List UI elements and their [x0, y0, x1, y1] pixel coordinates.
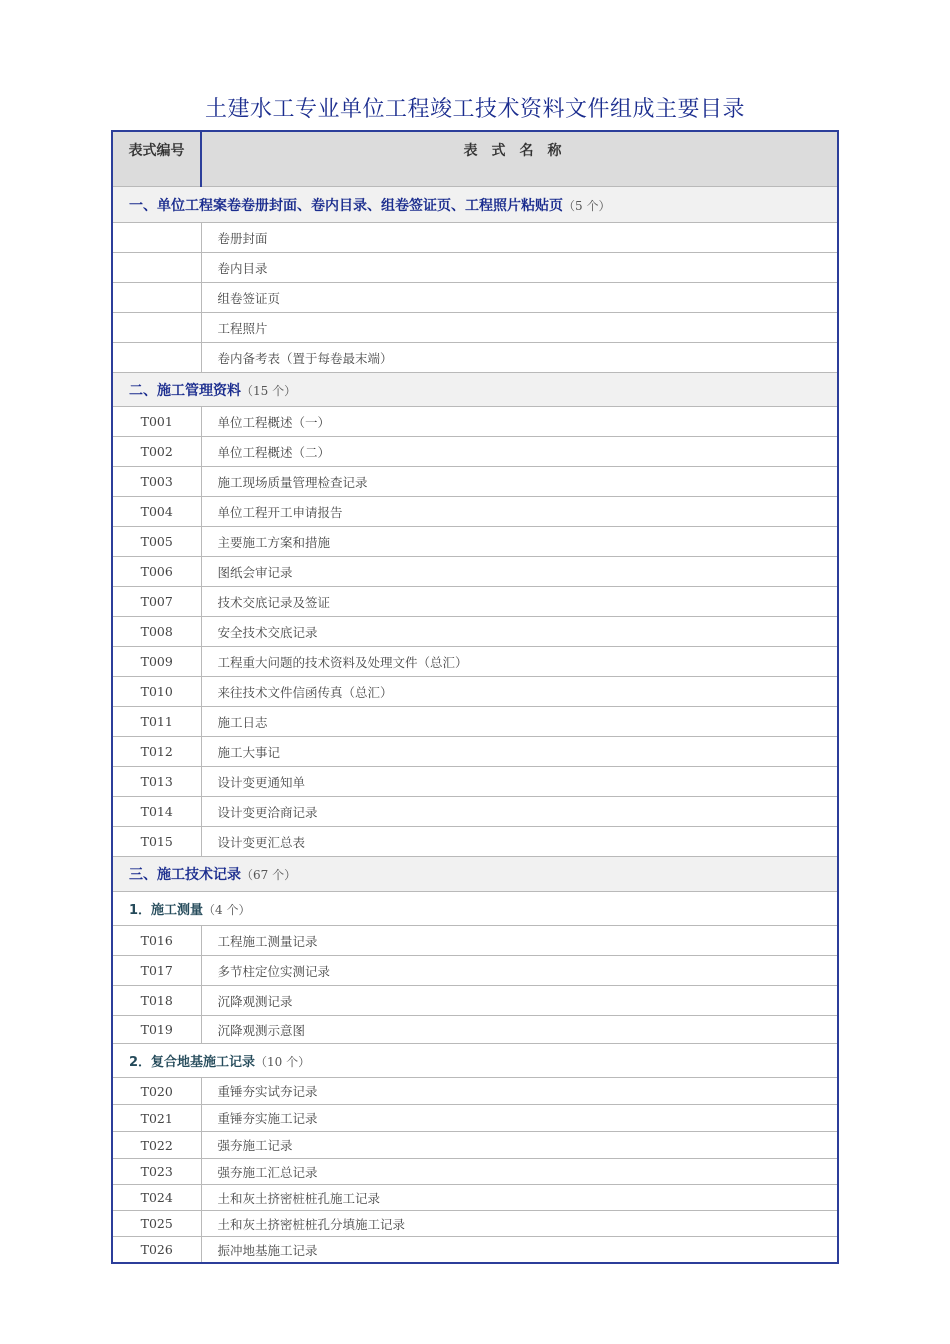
table-row — [112, 527, 838, 557]
table-row — [112, 1078, 838, 1105]
table-row — [112, 313, 838, 343]
form-code: T013 — [112, 767, 201, 797]
form-code: T016 — [112, 926, 201, 956]
form-code: T024 — [112, 1185, 201, 1211]
header-name-cell: 表式名称 — [201, 131, 838, 187]
table-row — [112, 497, 838, 527]
form-name: 技术交底记录及签证 — [201, 587, 838, 617]
subsection-label: 1．施工测量 — [129, 903, 204, 918]
form-name: 设计变更洽商记录 — [201, 797, 838, 827]
section-count: （5 个） — [563, 198, 611, 213]
subsection-title — [112, 1044, 838, 1078]
form-name: 来往技术文件信函传真（总汇） — [201, 677, 838, 707]
table-row — [112, 557, 838, 587]
table-row — [112, 737, 838, 767]
table-row — [112, 1159, 838, 1185]
form-name: 卷内目录 — [201, 253, 838, 283]
subsection-label: 2．复合地基施工记录 — [129, 1055, 256, 1070]
table-header-row — [112, 131, 838, 187]
form-code: T003 — [112, 467, 201, 497]
table-row — [112, 1132, 838, 1159]
page-title: 土建水工专业单位工程竣工技术资料文件组成主要目录 — [204, 97, 745, 122]
form-code: T015 — [112, 827, 201, 857]
form-name: 土和灰土挤密桩桩孔分填施工记录 — [201, 1211, 838, 1237]
table-row — [112, 986, 838, 1016]
form-name: 施工现场质量管理检查记录 — [201, 467, 838, 497]
form-code: T012 — [112, 737, 201, 767]
form-name: 工程施工测量记录 — [201, 926, 838, 956]
section-row — [112, 857, 838, 892]
form-code: T005 — [112, 527, 201, 557]
table-row — [112, 253, 838, 283]
form-name: 土和灰土挤密桩桩孔施工记录 — [201, 1185, 838, 1211]
form-code: T020 — [112, 1078, 201, 1105]
form-code: T010 — [112, 677, 201, 707]
table-row — [112, 587, 838, 617]
section-label: 二、施工管理资料 — [129, 382, 241, 399]
form-code: T006 — [112, 557, 201, 587]
form-name: 主要施工方案和措施 — [201, 527, 838, 557]
form-code — [112, 223, 201, 253]
form-code: T004 — [112, 497, 201, 527]
section-row — [112, 373, 838, 407]
section-count: （15 个） — [241, 383, 297, 398]
subsection-row — [112, 892, 838, 926]
form-name: 单位工程开工申请报告 — [201, 497, 838, 527]
form-name: 重锤夯实试夯记录 — [201, 1078, 838, 1105]
form-code — [112, 343, 201, 373]
section-title — [112, 187, 838, 223]
table-row — [112, 677, 838, 707]
form-name: 设计变更通知单 — [201, 767, 838, 797]
form-name: 重锤夯实施工记录 — [201, 1105, 838, 1132]
table-row — [112, 797, 838, 827]
form-name: 单位工程概述（二） — [201, 437, 838, 467]
table-row — [112, 1237, 838, 1264]
form-name: 施工日志 — [201, 707, 838, 737]
form-name: 沉降观测示意图 — [201, 1016, 838, 1044]
form-name: 强夯施工记录 — [201, 1132, 838, 1159]
table-row — [112, 1185, 838, 1211]
section-title — [112, 857, 838, 892]
form-name: 设计变更汇总表 — [201, 827, 838, 857]
form-code: T019 — [112, 1016, 201, 1044]
form-name: 工程照片 — [201, 313, 838, 343]
table-row — [112, 617, 838, 647]
form-name: 强夯施工汇总记录 — [201, 1159, 838, 1185]
table-row — [112, 437, 838, 467]
form-code: T026 — [112, 1237, 201, 1264]
form-name: 施工大事记 — [201, 737, 838, 767]
subsection-count: （10 个） — [255, 1055, 311, 1069]
table-row — [112, 1016, 838, 1044]
form-name: 单位工程概述（一） — [201, 407, 838, 437]
form-code: T018 — [112, 986, 201, 1016]
form-code: T017 — [112, 956, 201, 986]
form-code: T001 — [112, 407, 201, 437]
form-name: 卷册封面 — [201, 223, 838, 253]
subsection-row — [112, 1044, 838, 1078]
form-name: 卷内备考表（置于每卷最末端） — [201, 343, 838, 373]
form-name: 安全技术交底记录 — [201, 617, 838, 647]
table-row — [112, 647, 838, 677]
section-label: 三、施工技术记录 — [129, 867, 241, 883]
table-row — [112, 467, 838, 497]
table-row — [112, 827, 838, 857]
form-name: 沉降观测记录 — [201, 986, 838, 1016]
catalog-body — [112, 131, 838, 1263]
form-code: T011 — [112, 707, 201, 737]
table-row — [112, 926, 838, 956]
form-code: T022 — [112, 1132, 201, 1159]
subsection-count: （4 个） — [203, 903, 251, 917]
form-code: T008 — [112, 617, 201, 647]
section-label: 一、单位工程案卷卷册封面、卷内目录、组卷签证页、工程照片粘贴页 — [129, 197, 563, 214]
table-row — [112, 343, 838, 373]
subsection-title — [112, 892, 838, 926]
form-name: 组卷签证页 — [201, 283, 838, 313]
catalog-table — [111, 130, 839, 1264]
form-code: T007 — [112, 587, 201, 617]
form-name: 图纸会审记录 — [201, 557, 838, 587]
form-code: T014 — [112, 797, 201, 827]
section-count: （67 个） — [241, 868, 297, 882]
section-title — [112, 373, 838, 407]
form-code — [112, 283, 201, 313]
form-name: 工程重大问题的技术资料及处理文件（总汇） — [201, 647, 838, 677]
form-code: T021 — [112, 1105, 201, 1132]
table-row — [112, 767, 838, 797]
table-row — [112, 1105, 838, 1132]
table-row — [112, 223, 838, 253]
form-code: T009 — [112, 647, 201, 677]
table-row — [112, 283, 838, 313]
form-code: T025 — [112, 1211, 201, 1237]
header-code-cell: 表式编号 — [112, 131, 201, 187]
table-row — [112, 956, 838, 986]
table-row — [112, 407, 838, 437]
section-row — [112, 187, 838, 223]
form-code: T023 — [112, 1159, 201, 1185]
form-code — [112, 253, 201, 283]
table-row — [112, 1211, 838, 1237]
form-name: 振冲地基施工记录 — [201, 1237, 838, 1264]
form-code: T002 — [112, 437, 201, 467]
table-row — [112, 707, 838, 737]
form-code — [112, 313, 201, 343]
form-name: 多节柱定位实测记录 — [201, 956, 838, 986]
